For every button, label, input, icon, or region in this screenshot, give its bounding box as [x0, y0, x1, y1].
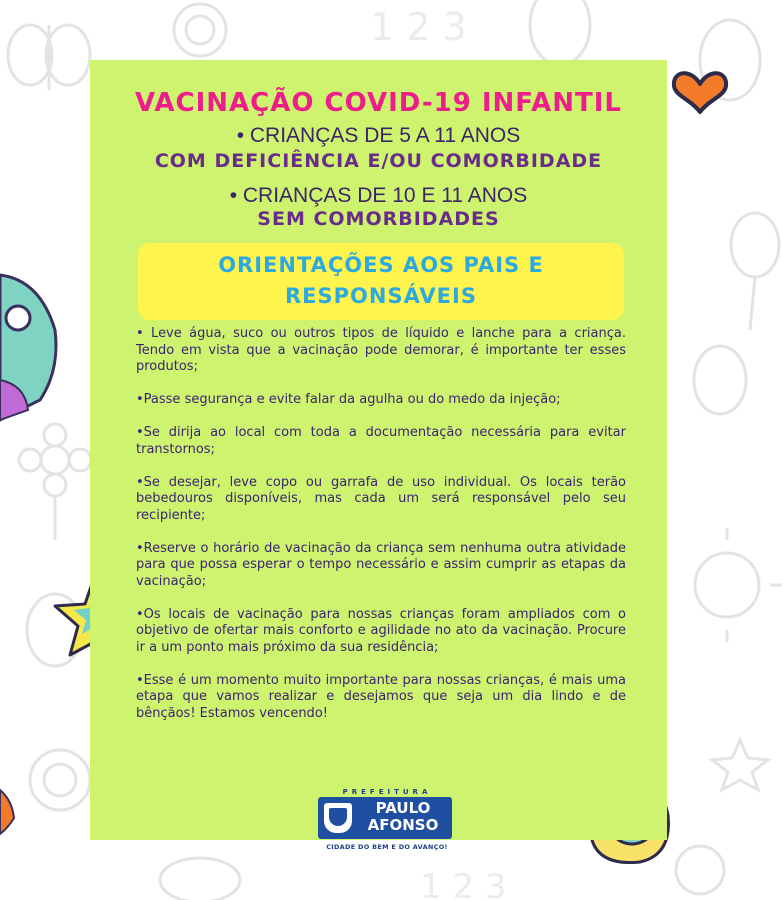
list-item: •Se desejar, leve copo ou garrafa de uso individual. Os locais terão bebedouros disponíveis, mas cada um será responsável pelo seu recipiente;: [136, 474, 626, 523]
butterfly-icon: [8, 25, 90, 90]
prefeitura-logo: [312, 788, 462, 858]
logo-block: [318, 797, 452, 839]
list-item: •Os locais de vacinação para nossas crianças foram ampliados com o objetivo de ofertar mais conforto e agilidade no ato da vacinação. Procure ir a um ponto mais próximo da sua residência;: [136, 606, 626, 655]
group1-line1: • CRIANÇAS DE 5 A 11 ANOS: [236, 124, 521, 147]
svg-text:1 2 3: 1 2 3: [420, 867, 507, 900]
balloon-icon: [731, 213, 779, 330]
shield-icon: [324, 803, 352, 833]
logo-name-line1: PAULO: [375, 799, 431, 817]
logo-name: [356, 800, 450, 834]
group1-line2: COM DEFICIÊNCIA E/OU COMORBIDADE: [154, 150, 603, 172]
orientation-title-line1: ORIENTAÇÕES AOS PAIS E: [218, 253, 544, 277]
logo-slogan: CIDADE DO BEM E DO AVANÇO!: [326, 843, 448, 851]
list-item: •Passe segurança e evite falar da agulha ou do medo da injeção;: [136, 392, 561, 407]
flower-icon: [19, 424, 91, 540]
rocket-icon: [0, 275, 56, 420]
list-item: •Reserve o horário de vacinação da criança sem nenhuma outra atividade para que possa esperar o tempo necessário e assim cumprir as etapas da vacinação;: [136, 540, 626, 589]
group2-line1: • CRIANÇAS DE 10 E 11 ANOS: [229, 184, 528, 207]
logo-name-line2: AFONSO: [367, 816, 439, 834]
logo-prefeitura-label: PREFEITURA: [342, 788, 432, 796]
orientation-title-line2: RESPONSÁVEIS: [285, 284, 477, 308]
main-title: VACINAÇÃO COVID-19 INFANTIL: [135, 88, 622, 118]
sun-icon: [695, 528, 782, 642]
orientation-box: [138, 243, 624, 320]
svg-text:1 2 3: 1 2 3: [370, 5, 467, 49]
list-item: • Leve água, suco ou outros tipos de líquido e lanche para a criança. Tendo em vista que a vacinação pode demorar, é importante ter esses produtos;: [136, 326, 626, 374]
content-panel: [90, 60, 667, 840]
group2-line2: SEM COMORBIDADES: [257, 208, 500, 230]
heart-icon: [674, 73, 726, 112]
list-item: •Esse é um momento muito importante para nossas crianças, é mais uma etapa que vamos realizar e desejamos que seja um dia lindo e de bênçãos! Estamos vencendo!: [136, 672, 626, 721]
orientation-title: [138, 250, 624, 312]
list-item: •Se dirija ao local com toda a documentação necessária para evitar transtornos;: [136, 425, 626, 457]
orientation-list: [136, 326, 626, 739]
